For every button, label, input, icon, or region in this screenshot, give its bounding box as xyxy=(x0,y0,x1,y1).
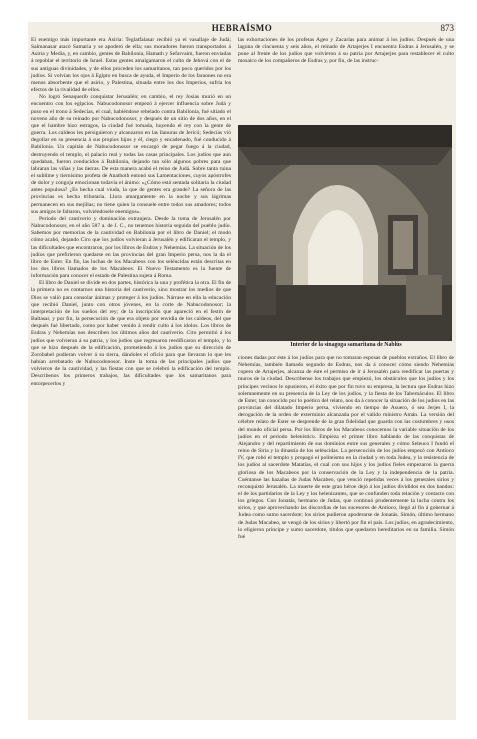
page-header xyxy=(28,23,456,35)
paragraph: las exhortaciones de los profetas Ageo y Zacarías para animar á los judíos. Después de una laguna de cincuenta y seis años, el reinado de Artajerjes I encuentra Esdras á Jerusalén, y se pone al frente de los judíos que volvieron á su patria por Artajerjes para restablecer el culto mosaico de los compañeros de Esdras y, por fin, de las instruc- xyxy=(238,37,454,65)
left-column xyxy=(31,37,231,717)
page-number: 873 xyxy=(440,23,454,33)
synagogue-photo xyxy=(238,125,452,341)
paragraph: No logró Senaquerib conquistar Jerusalén; en cambio, el rey Josías murió en un encuentro con los egipcios. Nabucodonosor empezó á ejercer influencia sobre Judá y puso en el trono á Sedecías, el cual, habiéndose rebelado contra Babilonia, fué sitiado el noveno año de su reinado por Nabucodonosor, y después de un sitio de dos años, en el que el hambre hizo estragos, la ciudad fué tomada, huyendo el rey con la gente de guerra. Los caldeos les persiguieron y alcanzaron en las llanuras de Jericó; Sedecías vió degollar en su presencia á sus propios hijos y él, ciego y encadenado, fué conducido á Babilonia. Un capitán de Nabucodonosor se encargó de pegar fuego á la ciudad, destruyendo el templo, el palacio real y todas las casas principales. Los judíos que aun quedaban, fueron conducidos á Babilonia, dejando tan sólo algunos pobres para que labraran las viñas y las tierras. De esta manera acabó el reino de Judá. Sobre tanta ruina el sublime y tiernísimo profeta de Anathoth entonó sus Lamentaciones, cuyos apóstrofes de dolor y congoja emocionan todavía el ánimo: «¿Cómo está sentada solitaria la ciudad antes populosa? ¿Es hecha cual viuda, la que de gentes era grande? La señora de las provincias es hecha tributaria. Llora amargamente en la noche y sus lágrimas permanecen en sus mejillas; no tiene quien la consuele entre todos sus amadores; todos sus amigos le faltaron, volviéndosele enemigos». xyxy=(31,94,231,215)
right-column-bottom xyxy=(238,355,454,717)
paragraph: El enemigo más importante era Asiria: Teglatfalasar recibió ya el vasallaje de Judá; Salmanasar atacó Samaria y se apoderó de ella; sus moradores fueron transportados á Asiria y Media, y, en cambio, gentes de Babilonia, Hamath y Sefarvaim, fueron enviadas á repoblar el territorio de Israel. Estas gentes amalgamaron el culto de Jehová con el de sus antiguas divinidades, y de ellos proceden los samaritanos, tan poco queridos por los judíos. Si volvían los ojos á Egipto en busca de ayuda, el Imperio de los faraones no era menos absorbente que el asirio, y Palestina, situada entre los dos Imperios, sufría los efectos de la rivalidad de ellos. xyxy=(31,37,231,94)
synagogue-interior-image xyxy=(238,125,452,341)
right-column-top xyxy=(238,37,454,123)
paragraph: ciones dadas por éste á los judíos para que no tomaran esposas de pueblos extraños. El libro de Nehemías, también llamado segundo de Esdras, nos da á conocer cómo siendo Nehemías copero de Artajerjes, alcanza de éste el permiso de ir á Jerusalén para reedificar las puertas y muros de la ciudad. Describense los trabajos que empiezó, los obstáculos que los judíos y los príncipes vecinos le opusieron, el éxito que por fin tuvo su empresa, la lectura que Esdras hizo solemnemente en su presencia de la Ley de los judíos, y la fiesta de los Tabernáculos. El libro de Ester, tan conocido por lo poético del relato, nos da á conocer la situación de los judíos en las provincias del dilatado Imperio persa, viviendo en tiempo de Asuero, ó sea Jerjes I, la derogación de la orden de exterminio alcanzada por el valido ministro Amán. La versión del célebre relato de Ester se desprende de la gran fidelidad que guarda con las costumbres y usos del mundo oficial persa. Por los libros de los Macabeos conocemos la variable situación de los judíos en el período helenístico. Empieza el primer libro hablando de las conquistas de Alejandro y del repartimiento de sus dominios entre sus generales y cómo Seleuco I fundó el reino de Siria y la dinastía de los seléucidas. La persecución de los judíos empezó con Antíoco IV, que robó el templo y propagó el politeísmo en la ciudad y en toda Judea, y la resistencia de los judíos al sacerdote Matatías, el cual con sus hijos y los judíos fieles empezaron la guerra gloriosa de los Macabeos por la conservación de la Ley y la independencia de la patria. Cuéntanse las hazañas de Judas Macabeo, que venció repetidas veces á los generales sirios y reconquistó Jerusalén. La muerte de este gran héroe dejó á los judíos divididos en dos bandos: el de los partidarios de la Ley y los helenizantes, que se confunden toda relación y contacto con los griegos. Con Jonatás, hermano de Judas, que continuó prudentemente la lucha contra los sirios, y que aprovechando las discordias de los sucesores de Antíoco, llegó al fin á gobernar á Judea como sumo sacerdote; los sirios pudieron apoderarse de Jonatás. Simón, último hermano de Judas Macabeo, se vengó de los sirios y libertó por fin el país. Los judíos, en agradecimiento, lo eligieron príncipe y sumo sacerdote, títulos que quedaron hereditarios en su familia. Simón fué xyxy=(238,355,454,540)
figure-caption: Interior de la sinagoga samaritana de Nablús xyxy=(290,342,402,348)
paragraph: Período del cautiverio y dominación extranjera. Desde la toma de Jerusalén por Nabucodonosor, en el año 587 a. de J. C., no tenemos historia seguida del pueblo judío. Sabemos por memorias de la cautividad en Babilonia por el libro de Daniel; el modo cómo acabó, dejando Ciro que los judíos volvieran á Jerusalén y edificaran el templo, y las dificultades que encontraron, por los libros de Esdras y Nehemías. La situación de los judíos que prefirieron quedarse en las provincias del gran Imperio persa, nos la da el libro de Ester. En fin, las luchas de los Macabeos con los seléucidas están descritas en los dos libros llamados de los Macabeos. El Nuevo Testamento es la fuente de información para conocer el estado de Palestina sujeta á Roma. xyxy=(31,215,231,280)
paragraph: El libro de Daniel se divide en dos partes, histórica la una y profética la otra. El fin de la primera no es contarnos una historia del cautiverio, sino mostrar los medios de que Dios se valió para consolar ánimas y proteger á los judíos. Nárrase en ella la educación que recibió Daniel, junto con otros jóvenes, en la corte de Nabucodonosor; la interpretación de los sueños del rey; de la inscripción que apareció en el festín de Baltasar, y por fin, la persecución de que era objeto por envidia de los caldeos, del que después fué libertado, como por haber venido á rendir culto á los ídolos. Los libros de Esdras y Nehemías nos describen los últimos años del cautiverio. Ciro permitió á los judíos que volvieran á su patria, y los judíos que regresaron reedificaron el templo, y lo que se hizo después de la edificación, prometiendo á los judíos que su dirección de Zorobabel pudieran volver á su tierra, dándoles el oficio para que llevaran lo que les habían arrebatado de Nabucodonosor. Inste la toma de las principales judíos que volvieron de la cautividad, y las fiestas con que se celebró la edificación del templo. Describenos los primeros trabajos, las dificultades que los samaritanos para entorpecerlos y xyxy=(31,280,231,387)
header-title: HEBRAÍSMO xyxy=(211,23,273,33)
